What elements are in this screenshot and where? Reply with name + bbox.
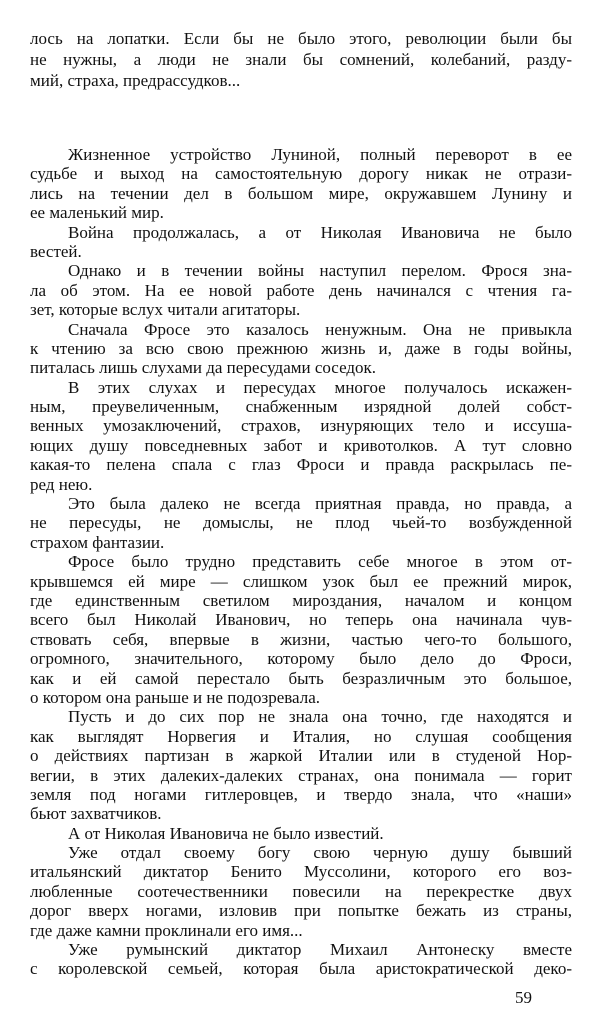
text-line: судьбе и выход на самостоятельную дорогу никак не отрази- <box>30 164 572 184</box>
text-line: Жизненное устройство Луниной, полный переворот в ее <box>68 145 572 164</box>
body-text <box>30 145 572 979</box>
paragraph <box>30 824 572 843</box>
text-line: дорог вверх ногами, изловив при попытке бежать из страны, <box>30 901 572 921</box>
text-line: ла об этом. На ее новой работе день начинался с чтения га- <box>30 280 572 300</box>
text-line: как выглядят Норвегия и Италия, но слушая сообщения <box>30 726 572 746</box>
text-line: ющих душу повседневных забот и кривотолков. А тут словно <box>30 435 572 455</box>
text-line: ным, преувеличенным, снабженным изрядной долей собст- <box>30 397 572 417</box>
text-line: где единственным светилом мироздания, началом и концом <box>30 590 572 610</box>
text-line: мий, страха, предрассудков... <box>30 71 241 90</box>
text-line: Война продолжалась, а от Николая Ивановича не было <box>68 222 572 242</box>
text-line: А от Николая Ивановича не было известий. <box>68 823 384 843</box>
paragraph <box>30 940 572 979</box>
text-line: Сначала Фросе это казалось ненужным. Она не привыкла <box>68 319 572 339</box>
paragraph <box>30 320 572 378</box>
text-line: ствовать себя, впервые в жизни, частью чего-то большого, <box>30 629 572 649</box>
text-line: Фросе было трудно представить себе многое в этом от- <box>68 552 572 572</box>
paragraph <box>30 145 572 223</box>
text-line: В этих слухах и пересудах многое получалось искажен- <box>68 377 572 397</box>
paragraph <box>30 261 572 319</box>
text-line: где даже камни проклинали его имя... <box>30 920 303 940</box>
text-line: ее маленький мир. <box>30 203 164 223</box>
text-line: страхом фантазии. <box>30 532 165 552</box>
text-line: о действиях партизан в жаркой Италии или в студеной Нор- <box>30 746 572 766</box>
text-line: лось на лопатки. Если бы не было этого, революции были бы <box>30 29 572 48</box>
text-line: земля под ногами гитлеровцев, и твердо знала, что «наши» <box>30 784 572 804</box>
text-line: любленные соотечественники повесили на перекрестке двух <box>30 881 572 901</box>
text-line: лись на течении дел в большом мире, окружавшем Лунину и <box>30 183 572 203</box>
text-line: вегии, в этих далеких-далеких странах, она понимала — горит <box>30 765 572 785</box>
text-line: о котором она раньше и не подозревала. <box>30 687 321 707</box>
paragraph <box>30 494 572 552</box>
text-line: венных умозаключений, страхов, изнуряющих тело и иссуша- <box>30 416 572 436</box>
paragraph <box>30 552 572 707</box>
text-line: не пересуды, не домыслы, не плод чьей-то возбужденной <box>30 513 572 533</box>
paragraph <box>30 223 572 262</box>
text-line: вестей. <box>30 241 82 261</box>
text-line: всего был Николай Иванович, но теперь она начинала чув- <box>30 610 572 630</box>
text-line: как и ей самой перестало быть безразличным это большое, <box>30 668 572 688</box>
text-line: огромного, значительного, которому было дело до Фроси, <box>30 649 572 669</box>
text-line: с королевской семьей, которая была аристократической деко- <box>30 959 572 979</box>
paragraph <box>30 843 572 940</box>
text-line: Уже румынский диктатор Михаил Антонеску вместе <box>68 940 572 960</box>
paragraph <box>30 378 572 494</box>
text-line: бьют захватчиков. <box>30 804 162 824</box>
text-line: итальянский диктатор Бенито Муссолини, которого его воз- <box>30 862 572 882</box>
text-line: крывшемся ей мире — слишком узок был ее прежний мирок, <box>30 571 572 591</box>
text-line: какая-то пелена спала с глаз Фроси и правда раскрылась пе- <box>30 455 572 475</box>
text-line: зет, которые вслух читали агитаторы. <box>30 300 301 320</box>
text-line: не нужны, а люди не знали бы сомнений, колебаний, разду- <box>30 50 572 69</box>
page-number: 59 <box>515 988 532 1007</box>
text-line: питалась лишь слухами да пересудами соседок. <box>30 358 377 378</box>
text-line: ред нею. <box>30 474 93 494</box>
paragraph <box>30 707 572 823</box>
text-line: Пусть и до сих пор не знала она точно, где находятся и <box>68 707 572 727</box>
chapter-ending-fragment <box>30 28 572 91</box>
text-line: Однако и в течении войны наступил перелом. Фрося зна- <box>68 261 572 281</box>
text-line: Это была далеко не всегда приятная правда, но правда, а <box>68 494 572 514</box>
text-line: к чтению за всю свою прежнюю жизнь и, даже в годы войны, <box>30 338 572 358</box>
text-line: Уже отдал своему богу свою черную душу бывший <box>68 843 572 863</box>
